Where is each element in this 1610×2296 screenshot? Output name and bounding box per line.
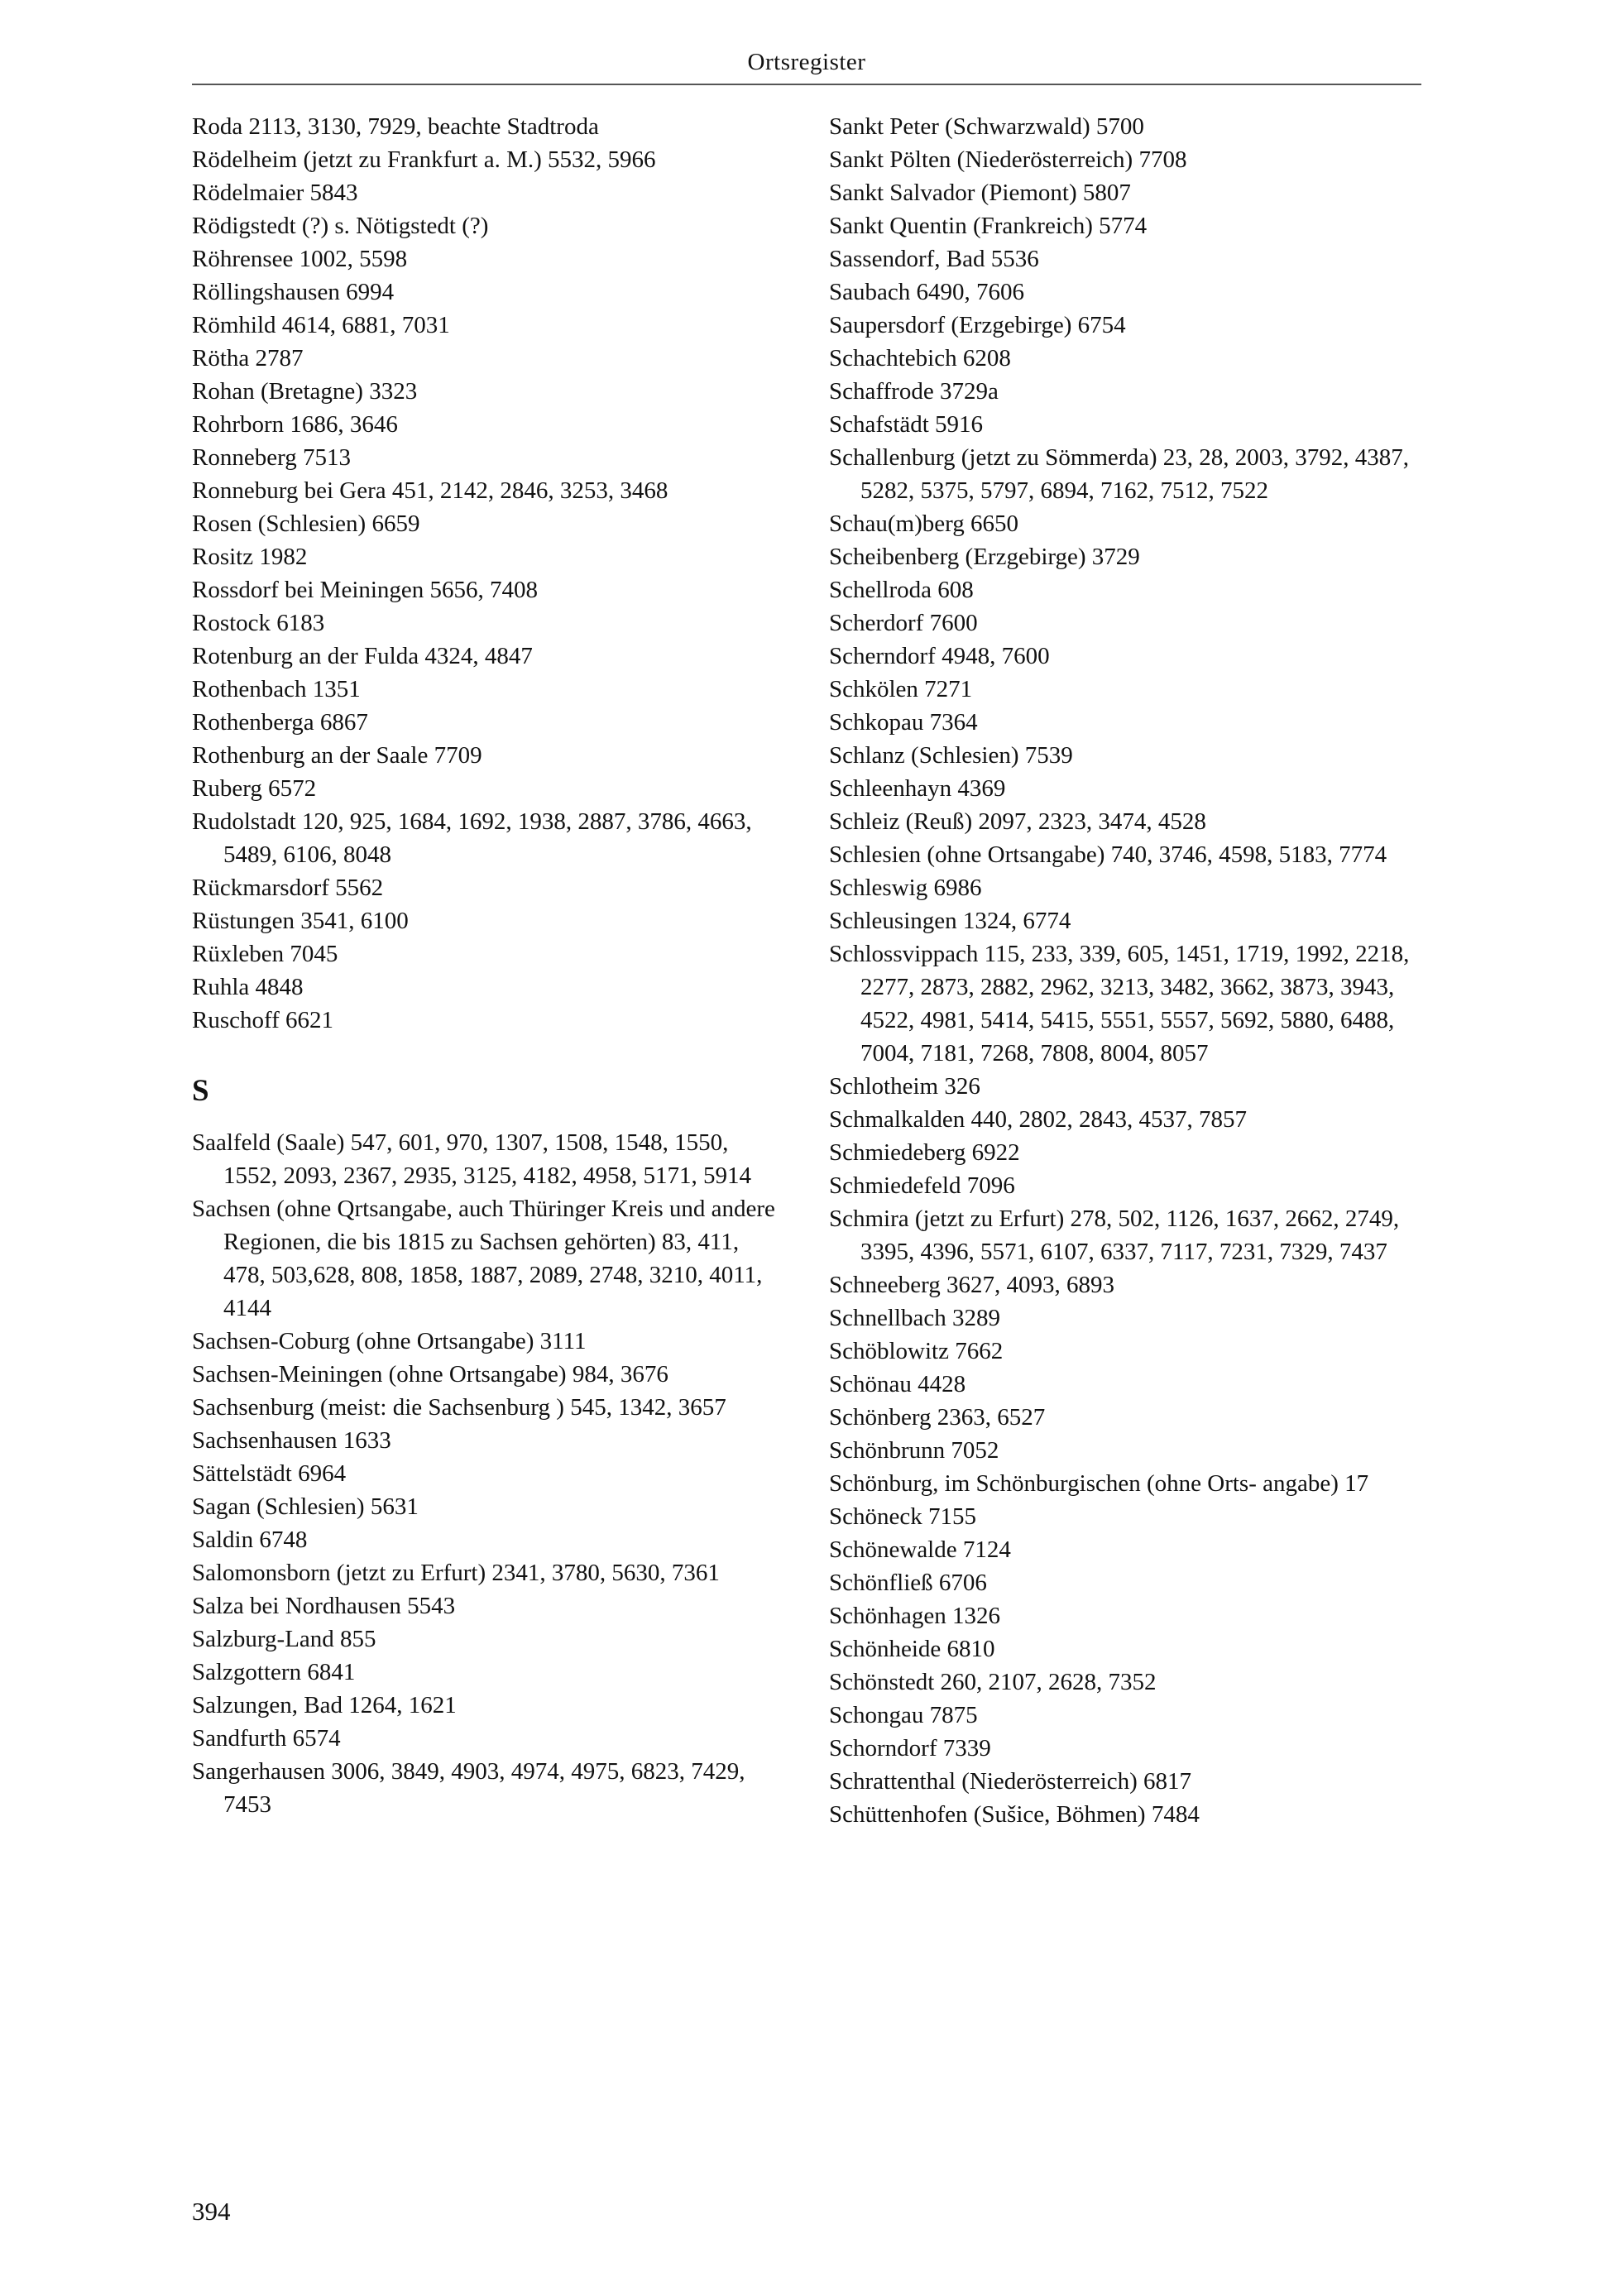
index-entry: Schöneck 7155 [829, 1503, 976, 1530]
index-entry: Rothenberga 6867 [192, 709, 368, 736]
index-entry: Roda 2113, 3130, 7929, beachte Stadtroda [192, 113, 599, 140]
header-rule [192, 84, 1421, 85]
index-entry: Sättelstädt 6964 [192, 1460, 347, 1487]
index-entry: Schönheide 6810 [829, 1636, 995, 1662]
index-entry: Schallenburg (jetzt zu Sömmerda) 23, 28, 2003, 3792, 4387, 5282, 5375, 5797, 6894, 7162, 7512, 7522 [829, 444, 1409, 504]
index-entry: Schellroda 608 [829, 577, 974, 603]
index-entry: Rüstungen 3541, 6100 [192, 908, 409, 934]
index-entry: Rositz 1982 [192, 544, 308, 570]
index-entry: Sankt Peter (Schwarzwald) 5700 [829, 113, 1144, 140]
index-entry: Rothenbach 1351 [192, 676, 361, 702]
index-entry: Rostock 6183 [192, 610, 325, 636]
index-entry: Saalfeld (Saale) 547, 601, 970, 1307, 1508, 1548, 1550, 1552, 2093, 2367, 2935, 3125, 4182, 4958, 5171, 5914 [192, 1129, 751, 1189]
index-entry: Schleenhayn 4369 [829, 775, 1006, 802]
entry-list-s [192, 1126, 776, 1821]
index-entry: Ronneberg 7513 [192, 444, 351, 471]
index-entry: Schönewalde 7124 [829, 1536, 1011, 1563]
right-column [829, 110, 1413, 1831]
index-entry: Schönfließ 6706 [829, 1570, 987, 1596]
index-entry: Rohrborn 1686, 3646 [192, 411, 398, 438]
index-entry: Rückmarsdorf 5562 [192, 875, 384, 901]
index-entry: Sagan (Schlesien) 5631 [192, 1493, 419, 1520]
index-entry: Ronneburg bei Gera 451, 2142, 2846, 3253, 3468 [192, 477, 668, 504]
index-entry: Saupersdorf (Erzgebirge) 6754 [829, 312, 1126, 338]
index-entry: Schleiz (Reuß) 2097, 2323, 3474, 4528 [829, 808, 1206, 835]
index-entry: Saldin 6748 [192, 1527, 308, 1553]
index-entry: Schorndorf 7339 [829, 1735, 991, 1762]
index-entry: Salzungen, Bad 1264, 1621 [192, 1692, 457, 1718]
index-entry: Schneeberg 3627, 4093, 6893 [829, 1272, 1114, 1298]
index-entry: Scherdorf 7600 [829, 610, 978, 636]
left-column [192, 110, 776, 1831]
index-entry: Schönau 4428 [829, 1371, 966, 1397]
index-entry: Ruberg 6572 [192, 775, 317, 802]
index-entry: Röhrensee 1002, 5598 [192, 246, 408, 272]
entry-list-right [829, 110, 1413, 1831]
index-entry: Rotenburg an der Fulda 4324, 4847 [192, 643, 533, 669]
index-entry: Schönbrunn 7052 [829, 1437, 999, 1464]
index-entry: Schöblowitz 7662 [829, 1338, 1004, 1364]
index-entry: Ruhla 4848 [192, 974, 304, 1000]
index-entry: Sandfurth 6574 [192, 1725, 341, 1752]
index-entry: Schönhagen 1326 [829, 1603, 1000, 1629]
index-entry: Schlotheim 326 [829, 1073, 980, 1100]
index-entry: Rödelheim (jetzt zu Frankfurt a. M.) 5532, 5966 [192, 146, 656, 173]
index-entry: Saubach 6490, 7606 [829, 279, 1024, 305]
index-entry: Rödigstedt (?) s. Nötigstedt (?) [192, 213, 489, 239]
index-entry: Schmiedeberg 6922 [829, 1139, 1020, 1166]
index-entry: Schau(m)berg 6650 [829, 510, 1018, 537]
index-entry: Schmalkalden 440, 2802, 2843, 4537, 7857 [829, 1106, 1248, 1133]
index-entry: Rohan (Bretagne) 3323 [192, 378, 418, 405]
page-number: 394 [192, 2197, 231, 2226]
index-entry: Sachsen-Meiningen (ohne Ortsangabe) 984, 3676 [192, 1361, 668, 1388]
page-header [192, 48, 1421, 76]
index-entry: Scherndorf 4948, 7600 [829, 643, 1050, 669]
index-entry: Schönberg 2363, 6527 [829, 1404, 1046, 1431]
index-entry: Scheibenberg (Erzgebirge) 3729 [829, 544, 1140, 570]
index-entry: Schkopau 7364 [829, 709, 978, 736]
index-entry: Schkölen 7271 [829, 676, 973, 702]
index-entry: Römhild 4614, 6881, 7031 [192, 312, 450, 338]
running-title: Ortsregister [747, 49, 866, 75]
index-entry: Rüxleben 7045 [192, 941, 338, 967]
index-entry: Salzgottern 6841 [192, 1659, 356, 1685]
index-entry: Schüttenhofen (Sušice, Böhmen) 7484 [829, 1801, 1200, 1828]
index-entry: Sachsen-Coburg (ohne Ortsangabe) 3111 [192, 1328, 587, 1354]
index-entry: Schachtebich 6208 [829, 345, 1011, 371]
index-entry: Schnellbach 3289 [829, 1305, 1000, 1331]
index-entry: Sassendorf, Bad 5536 [829, 246, 1039, 272]
index-entry: Ruschoff 6621 [192, 1007, 334, 1033]
index-entry: Schmira (jetzt zu Erfurt) 278, 502, 1126, 1637, 2662, 2749, 3395, 4396, 5571, 6107, 6337, 7117, 7231, 7329, 7437 [829, 1206, 1400, 1265]
entry-list-r [192, 110, 776, 1037]
index-entry: Sachsenburg (meist: die Sachsenburg ) 545, 1342, 3657 [192, 1394, 726, 1421]
index-entry: Schönstedt 260, 2107, 2628, 7352 [829, 1669, 1157, 1695]
index-columns [192, 110, 1421, 1831]
index-entry: Schongau 7875 [829, 1702, 978, 1728]
index-entry: Rudolstadt 120, 925, 1684, 1692, 1938, 2887, 3786, 4663, 5489, 6106, 8048 [192, 808, 752, 868]
index-entry: Röllingshausen 6994 [192, 279, 395, 305]
index-entry: Schlossvippach 115, 233, 339, 605, 1451, 1719, 1992, 2218, 2277, 2873, 2882, 2962, 3213, 3482, 3662, 3873, 3943, 4522, 4981, 5414, 5415, 5551, 5557, 5692, 5880, 6488, 7004, 7181, 7268, 7808, 8004, 8057 [829, 941, 1410, 1067]
index-entry: Sankt Salvador (Piemont) 5807 [829, 180, 1131, 206]
index-entry: Schlesien (ohne Ortsangabe) 740, 3746, 4598, 5183, 7774 [829, 841, 1387, 868]
index-entry: Rosen (Schlesien) 6659 [192, 510, 420, 537]
index-entry: Schmiedefeld 7096 [829, 1172, 1015, 1199]
index-entry: Sankt Pölten (Niederösterreich) 7708 [829, 146, 1187, 173]
index-entry: Schleswig 6986 [829, 875, 982, 901]
index-entry: Rossdorf bei Meiningen 5656, 7408 [192, 577, 539, 603]
index-entry: Salzburg-Land 855 [192, 1626, 376, 1652]
index-entry: Sachsen (ohne Qrtsangabe, auch Thüringer Kreis und andere Regionen, die bis 1815 zu Sachsen gehörten) 83, 411, 478, 503,628, 808, 1858, 1887, 2089, 2748, 3210, 4011, 4144 [192, 1196, 775, 1321]
page-footer [192, 2197, 231, 2226]
index-entry: Rothenburg an der Saale 7709 [192, 742, 482, 769]
section-heading-s: S [192, 1074, 209, 1108]
index-entry: Sachsenhausen 1633 [192, 1427, 391, 1454]
index-entry: Rötha 2787 [192, 345, 304, 371]
index-entry: Schafstädt 5916 [829, 411, 984, 438]
index-entry: Schaffrode 3729a [829, 378, 999, 405]
index-entry: Salza bei Nordhausen 5543 [192, 1593, 456, 1619]
index-entry: Schleusingen 1324, 6774 [829, 908, 1071, 934]
index-entry: Schönburg, im Schönburgischen (ohne Orts- angabe) 17 [829, 1470, 1369, 1497]
index-entry: Schrattenthal (Niederösterreich) 6817 [829, 1768, 1192, 1795]
index-entry: Schlanz (Schlesien) 7539 [829, 742, 1073, 769]
index-entry: Sankt Quentin (Frankreich) 5774 [829, 213, 1148, 239]
index-entry: Sangerhausen 3006, 3849, 4903, 4974, 4975, 6823, 7429, 7453 [192, 1758, 745, 1818]
index-entry: Salomonsborn (jetzt zu Erfurt) 2341, 3780, 5630, 7361 [192, 1560, 720, 1586]
index-entry: Rödelmaier 5843 [192, 180, 358, 206]
